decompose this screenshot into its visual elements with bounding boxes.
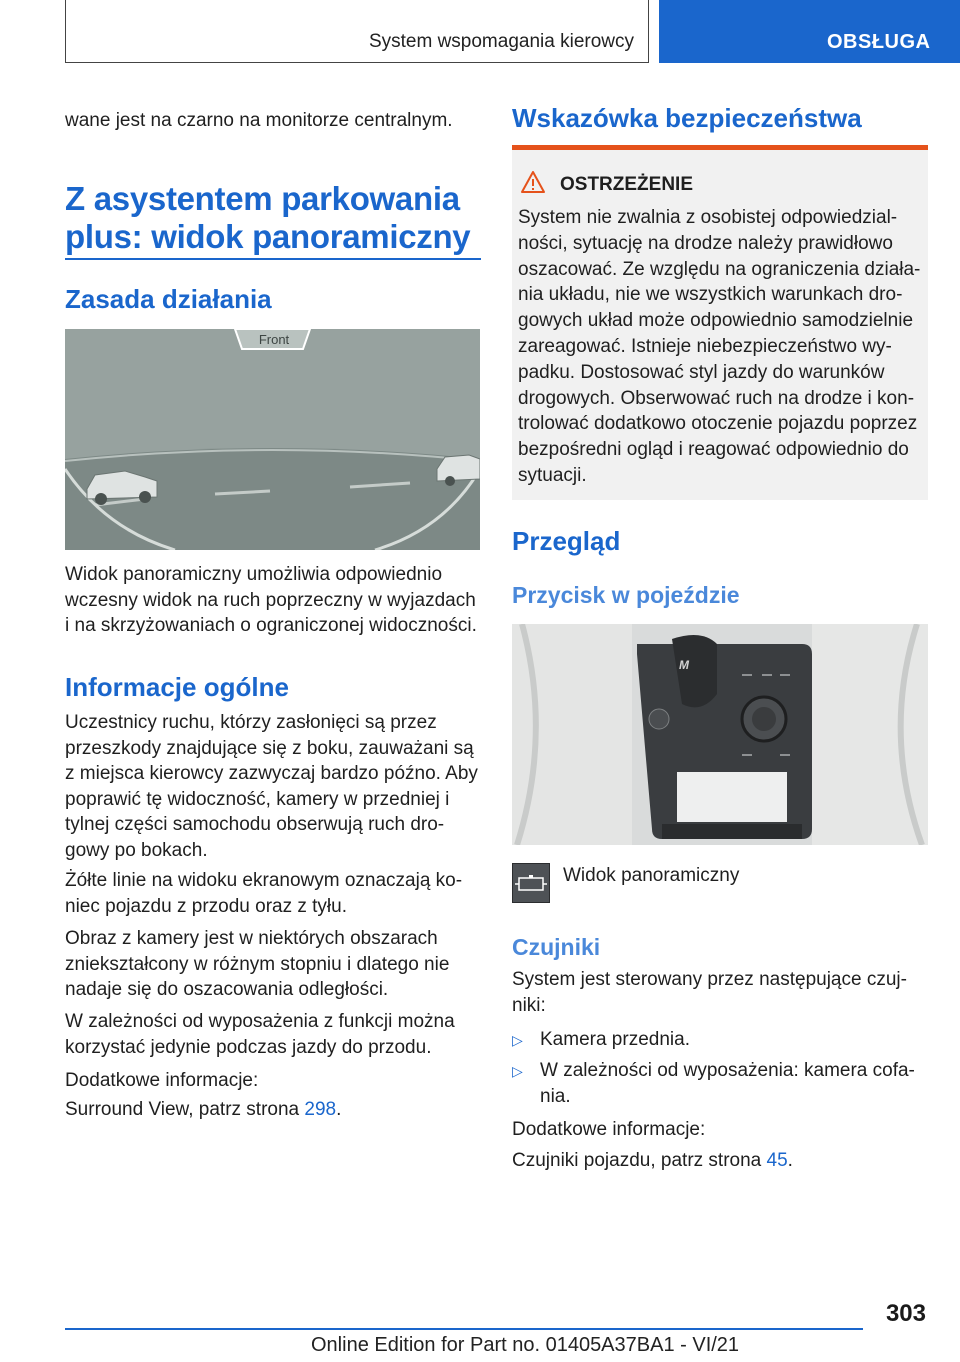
warning-title: OSTRZEŻENIE	[560, 174, 694, 195]
text-line: Uczestnicy ruchu, którzy zasłonięci są przez	[65, 712, 437, 733]
text-line: korzystać jedynie podczas jazdy do przodu.	[65, 1036, 432, 1058]
sensor-bullet-1: Kamera przednia.	[540, 1029, 690, 1050]
figure-front-label: Front	[258, 332, 290, 347]
text-line: bezpośredni ogląd i reagować odpowiednio do	[518, 439, 909, 461]
text-line: nadaje się do oszacowania odległości.	[65, 979, 389, 1001]
general-info-heading: Informacje ogólne	[65, 672, 289, 702]
sensors-text	[512, 967, 907, 1018]
text-line: padku. Dostosować styl jazdy do warunków	[518, 361, 885, 383]
sensor-bullet-2	[540, 1058, 915, 1109]
reference-text: Surround View, patrz strona	[65, 1099, 305, 1120]
warning-triangle-icon	[520, 170, 546, 199]
bullet-triangle-icon: ▷	[512, 1063, 523, 1079]
text-line: nia układu, nie we wszystkich warunkach dro-	[518, 284, 903, 306]
page-link-298[interactable]: 298	[304, 1099, 337, 1120]
general-paragraph-4	[65, 1009, 455, 1060]
text-line: niki:	[512, 994, 546, 1016]
center-console-illustration	[512, 624, 928, 845]
svg-text:M: M	[679, 658, 689, 672]
header-tab-label: OBSŁUGA	[827, 31, 931, 53]
bullet-triangle-icon: ▷	[512, 1032, 523, 1048]
safety-heading: Wskazówka bezpieczeństwa	[512, 103, 862, 133]
right-reference	[512, 1148, 793, 1174]
text-line: Obraz z kamery jest w niektórych obszarach	[65, 928, 438, 949]
button-caption: Widok panoramiczny	[563, 865, 740, 886]
panoramic-view-figure	[65, 329, 480, 550]
header-chapter-tab[interactable]	[659, 0, 960, 63]
principle-line: wczesny widok na ruch poprzeczny w wyjazdach	[65, 589, 476, 611]
text-line: zareagować. Istnieje niebezpieczeństwo wy-	[518, 335, 892, 357]
general-paragraph-2	[65, 868, 462, 919]
text-line: poprawić tę widoczność, kamery w przedniej i	[65, 788, 450, 810]
text-line: nia.	[540, 1085, 571, 1107]
left-reference	[65, 1097, 341, 1123]
heading-rule	[65, 258, 481, 260]
header-section-title: System wspomagania kierowcy	[368, 31, 634, 52]
main-heading	[65, 180, 470, 256]
main-heading-line1: Z asystentem parkowania	[65, 180, 460, 217]
text-line: przeszkody znajdujące się z boku, zauważani są	[65, 737, 474, 759]
overview-heading: Przegląd	[512, 526, 621, 556]
page-number: 303	[885, 1300, 926, 1327]
footer-edition-text: Online Edition for Part no. 01405A37BA1 - VI/21	[311, 1334, 740, 1356]
text-line: z miejsca kierowcy zazwyczaj bardzo późno. Aby	[65, 763, 478, 785]
general-paragraph-1	[65, 710, 478, 864]
text-line: ności, sytuację na drodze należy prawidłowo	[518, 232, 893, 254]
warning-top-rule	[512, 145, 928, 150]
page-link-45[interactable]: 45	[766, 1150, 788, 1171]
panoramic-illustration	[65, 329, 480, 550]
text-line: Żółte linie na widoku ekranowym oznaczają ko-	[65, 870, 463, 891]
footer-rule	[65, 1328, 863, 1330]
text-line: gowy po bokach.	[65, 839, 208, 861]
text-line: System nie zwalnia z osobistej odpowiedzial-	[518, 207, 898, 228]
text-line: oszacować. Ze względu na ograniczenia działa-	[518, 258, 921, 280]
text-line: zniekształcony w różnym stopniu i dlatego nie	[65, 953, 450, 975]
text-line: W zależności od wyposażenia z funkcji można	[65, 1011, 455, 1032]
general-paragraph-3	[65, 926, 449, 1003]
reference-text: Czujniki pojazdu, patrz strona	[512, 1150, 767, 1171]
main-heading-line2: plus: widok panoramiczny	[65, 218, 471, 255]
left-additional-label: Dodatkowe informacje:	[65, 1070, 259, 1091]
button-heading: Przycisk w pojeździe	[512, 582, 740, 608]
principle-line: i na skrzyżowaniach o ograniczonej widoczności.	[65, 615, 477, 637]
text-line: trolować dodatkowo otoczenie pojazdu poprzez	[518, 413, 918, 435]
text-line: sytuacji.	[518, 464, 587, 486]
principle-text	[65, 562, 477, 639]
principle-heading: Zasada działania	[65, 284, 272, 314]
text-line: drogowych. Obserwować ruch na drodze i kon-	[518, 387, 915, 409]
right-additional-label: Dodatkowe informacje:	[512, 1119, 706, 1140]
reference-dot: .	[336, 1099, 342, 1120]
panoramic-view-button-icon	[512, 863, 550, 903]
text-line: niec pojazdu z przodu oraz z tyłu.	[65, 895, 347, 917]
principle-line: Widok panoramiczny umożliwia odpowiednio	[65, 564, 443, 585]
text-line: tylnej części samochodu obserwują ruch dro-	[65, 814, 445, 836]
intro-line: wane jest na czarno na monitorze centralnym.	[65, 110, 453, 131]
reference-dot: .	[787, 1150, 793, 1171]
center-console-figure	[512, 624, 928, 845]
header-section-box	[65, 0, 649, 63]
text-line: W zależności od wyposażenia: kamera cofa-	[540, 1060, 915, 1081]
text-line: gowych układ może odpowiednio samodzielnie	[518, 310, 914, 332]
warning-text	[518, 205, 920, 489]
text-line: System jest sterowany przez następujące czuj-	[512, 969, 907, 990]
sensors-heading: Czujniki	[512, 934, 601, 960]
